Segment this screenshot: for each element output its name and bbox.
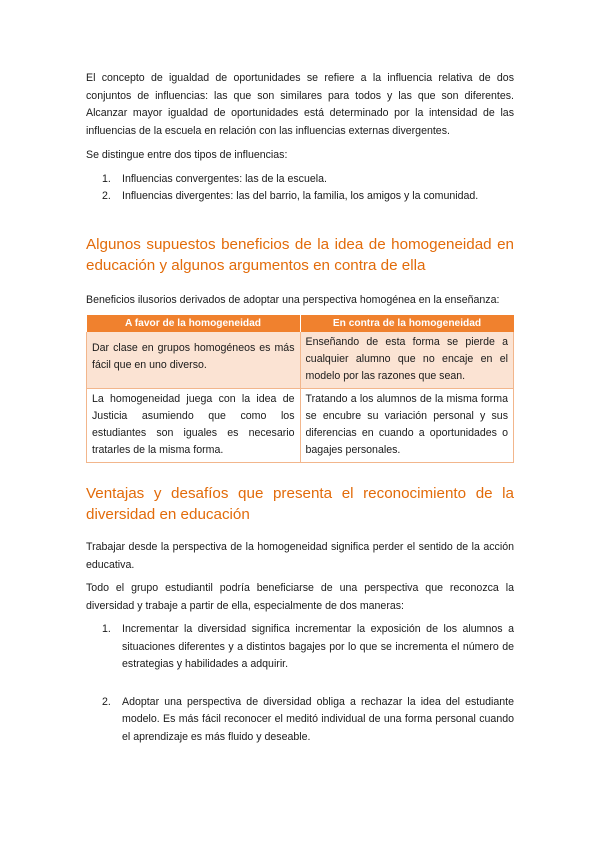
- section-heading-homogeneity: Algunos supuestos beneficios de la idea de homogeneidad en educación y algunos argumentos en contra de ella: [86, 235, 514, 274]
- ways-list: [86, 621, 514, 746]
- table-cell: Enseñando de esta forma se pierde a cualquier alumno que no encaje en el modelo por las razones que sean.: [300, 332, 514, 389]
- section-heading-diversity: Ventajas y desafíos que presenta el reconocimiento de la diversidad en educación: [86, 485, 514, 523]
- table-intro: Beneficios ilusorios derivados de adoptar una perspectiva homogénea en la enseñanza:: [86, 293, 500, 306]
- table-cell: Tratando a los alumnos de la misma forma se encubre su variación personal y sus diferencias en cuando a oportunidades o bagajes personales.: [300, 389, 514, 463]
- list-number: 2.: [102, 695, 111, 708]
- paragraph: Todo el grupo estudiantil podría beneficiarse de una perspectiva que reconozca la diversidad y trabaje a partir de ella, especialmente de dos maneras:: [86, 582, 514, 612]
- table-cell: La homogeneidad juega con la idea de Justicia asumiendo que como los estudiantes son iguales es necesario tratarles de la misma forma.: [87, 389, 301, 463]
- table-row: [87, 332, 514, 389]
- list-number: 1.: [102, 623, 111, 635]
- column-header-for: A favor de la homogeneidad: [87, 315, 301, 332]
- column-header-against: En contra de la homogeneidad: [300, 315, 514, 332]
- list-item: [86, 621, 514, 674]
- intro-paragraph: El concepto de igualdad de oportunidades se refiere a la influencia relativa de dos conjuntos de influencias: las que son similares para todos y las que son diferentes. Alcanzar mayor igualdad de oportunidades está determinado por la intensidad de las influencias de la escuela en relación con las influencias externas divergentes.: [86, 72, 514, 137]
- list-number: 1.: [102, 172, 111, 185]
- influence-types-intro: Se distingue entre dos tipos de influencias:: [86, 149, 288, 161]
- table-cell: Dar clase en grupos homogéneos es más fácil que en uno diverso.: [87, 332, 301, 389]
- table-header-row: [87, 315, 514, 332]
- list-item: [86, 188, 514, 206]
- list-item: [86, 694, 514, 747]
- paragraph: Trabajar desde la perspectiva de la homogeneidad significa perder el sentido de la acción educativa.: [86, 541, 514, 571]
- influence-list: [86, 171, 514, 206]
- list-item-text: Influencias divergentes: las del barrio, la familia, los amigos y la comunidad.: [122, 190, 479, 202]
- list-item-text: Incrementar la diversidad significa incrementar la exposición de los alumnos a situaciones diferentes y a distintos bagajes por lo que se incrementa el número de estrategias y habilidades a adquirir.: [122, 623, 514, 670]
- list-item: [86, 171, 514, 189]
- table-row: [87, 389, 514, 463]
- list-item-text: Adoptar una perspectiva de diversidad obliga a rechazar la idea del estudiante modelo. Es más fácil reconocer el meditó individual de una forma personal cuando el aprendizaje es más fluido y deseable.: [122, 695, 514, 743]
- diversity-section: [86, 539, 514, 615]
- list-item-text: Influencias convergentes: las de la escuela.: [122, 172, 327, 185]
- homogeneity-table: [86, 315, 514, 463]
- list-number: 2.: [102, 190, 111, 202]
